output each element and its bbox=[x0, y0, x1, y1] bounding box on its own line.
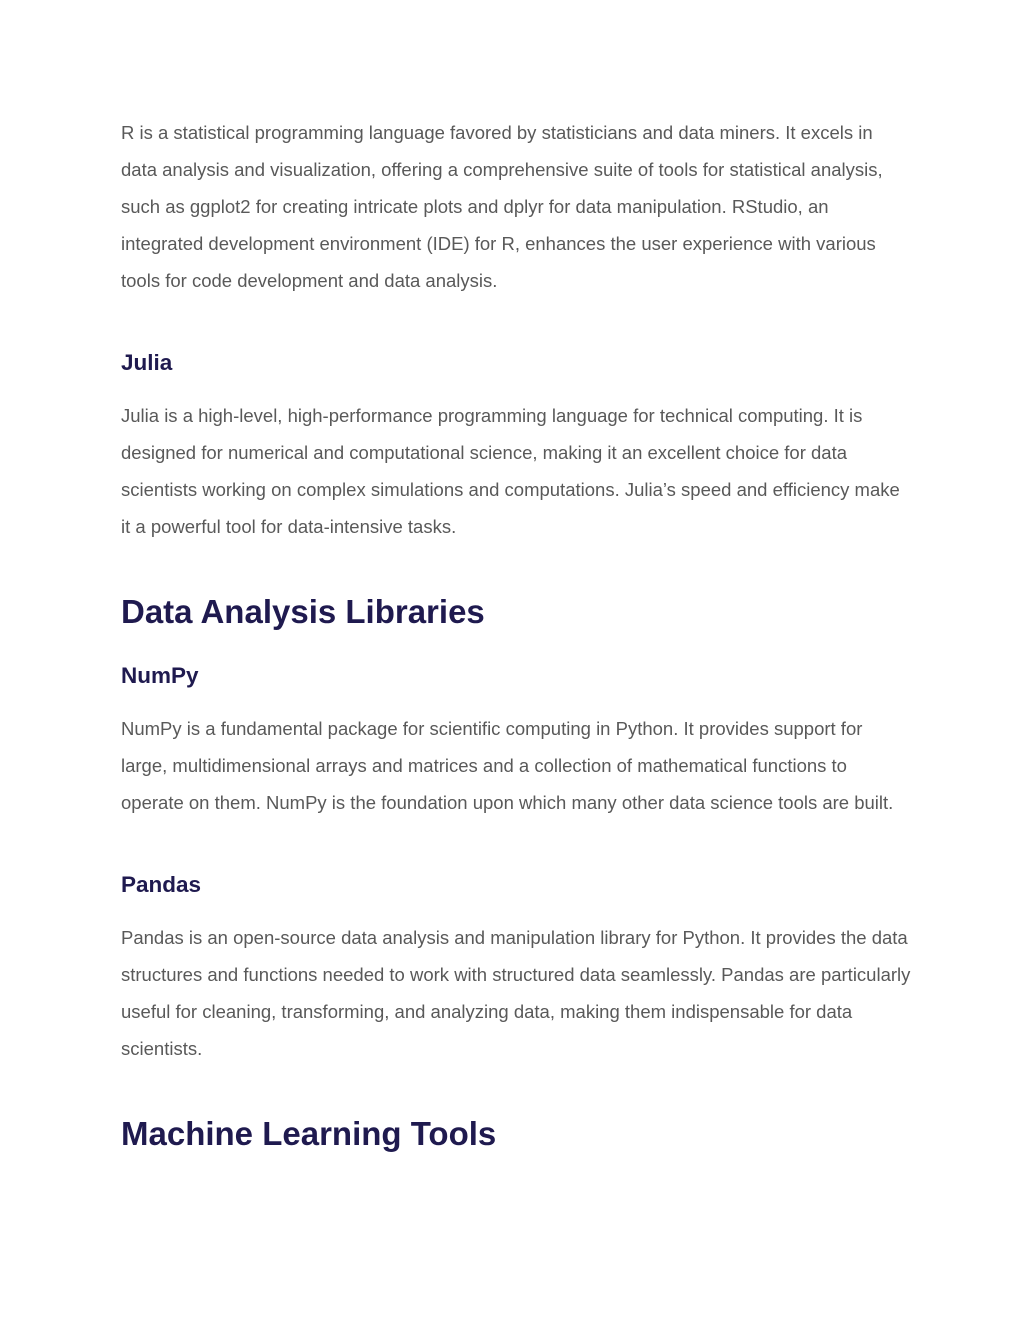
numpy-heading: NumPy bbox=[121, 663, 199, 688]
pandas-heading: Pandas bbox=[121, 872, 202, 897]
numpy-paragraph: NumPy is a fundamental package for scientific computing in Python. It provides support for large, multidimensional arrays and matrices and a collection of mathematical functions to operate on them. NumPy is the foundation upon which many other data science tools are built. bbox=[121, 718, 894, 813]
r-language-paragraph: R is a statistical programming language favored by statisticians and data miners. It excels in data analysis and visualization, offering a comprehensive suite of tools for statistical analysis, such as ggplot2 for creating intricate plots and dplyr for data manipulation. RStudio, an integrated development environment (IDE) for R, enhances the user experience with various tools for code development and data analysis. bbox=[121, 122, 883, 291]
document-body bbox=[121, 114, 911, 1154]
julia-paragraph: Julia is a high-level, high-performance programming language for technical computing. It is designed for numerical and computational science, making it an excellent choice for data scientists working on complex simulations and computations. Julia’s speed and efficiency make it a powerful tool for data-intensive tasks. bbox=[121, 405, 900, 537]
pandas-paragraph: Pandas is an open-source data analysis and manipulation library for Python. It provides the data structures and functions needed to work with structured data seamlessly. Pandas are particularly useful for cleaning, transforming, and analyzing data, making them indispensable for data scientists. bbox=[121, 927, 911, 1059]
julia-heading: Julia bbox=[121, 350, 173, 375]
machine-learning-tools-heading: Machine Learning Tools bbox=[121, 1115, 497, 1152]
data-analysis-libraries-heading: Data Analysis Libraries bbox=[121, 593, 485, 630]
